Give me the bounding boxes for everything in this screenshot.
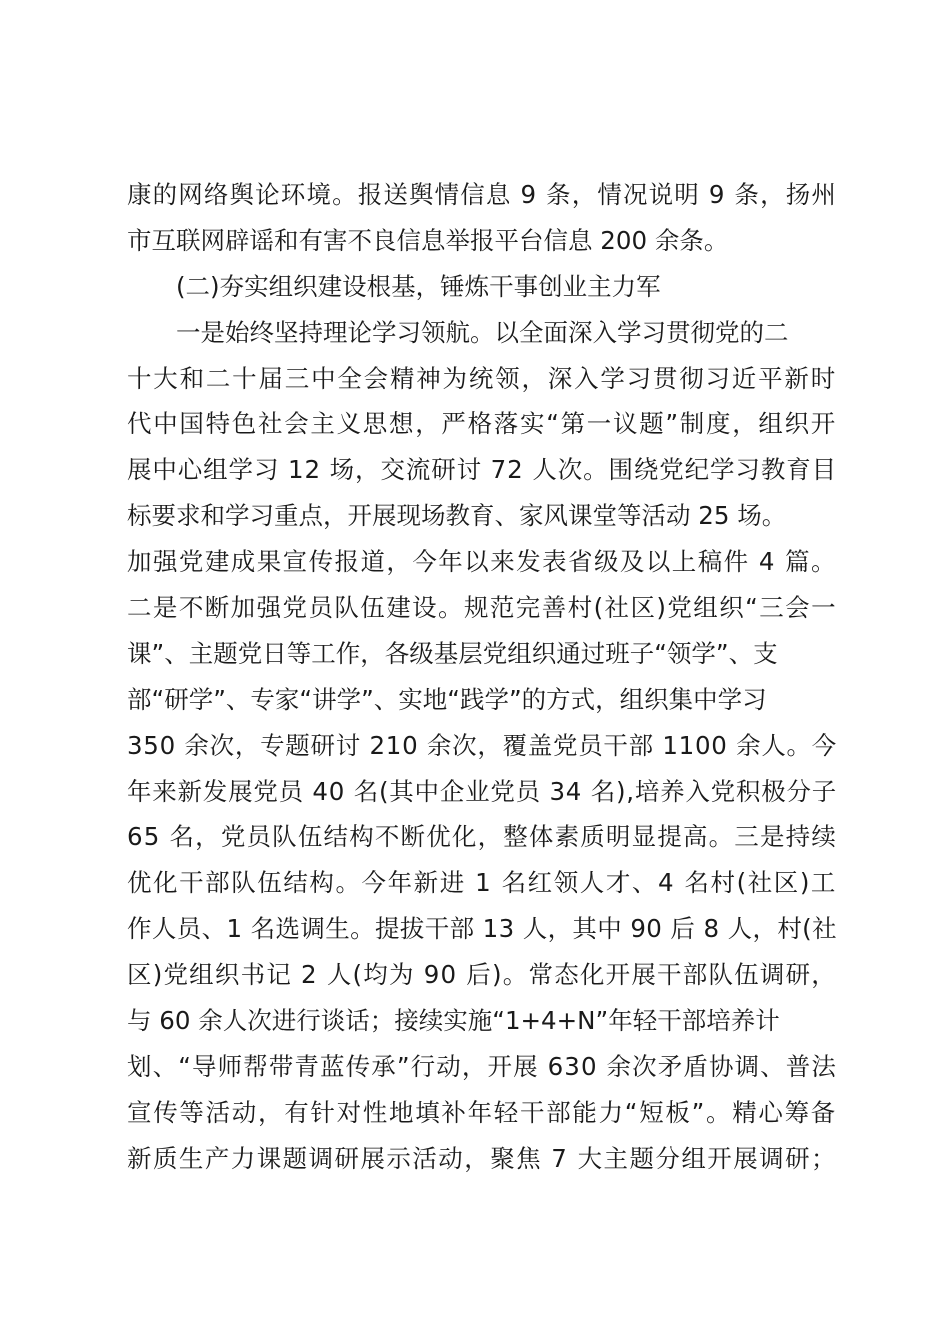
- document-body: [127, 172, 837, 1182]
- text-line: 展中心组学习 12 场，交流研讨 72 人次。围绕党纪学习教育目: [127, 455, 837, 485]
- section-heading: (二)夯实组织建设根基，锤炼干事创业主力军: [176, 271, 661, 301]
- text-line: 十大和二十届三中全会精神为统领，深入学习贯彻习近平新时: [127, 363, 837, 393]
- text-line: 市互联网辟谣和有害不良信息举报平台信息 200 余条。: [127, 225, 729, 255]
- text-line: 标要求和学习重点，开展现场教育、家风课堂等活动 25 场。: [127, 501, 787, 531]
- text-line: 作人员、1 名选调生。提拔干部 13 人，其中 90 后 8 人，村(社: [127, 914, 837, 944]
- text-line: 二是不断加强党员队伍建设。规范完善村(社区)党组织“三会一: [127, 593, 837, 623]
- text-line: 代中国特色社会主义思想，严格落实“第一议题”制度，组织开: [127, 409, 837, 439]
- text-line: 65 名，党员队伍结构不断优化，整体素质明显提高。三是持续: [127, 822, 837, 852]
- text-line: 宣传等活动，有针对性地填补年轻干部能力“短板”。精心筹备: [127, 1097, 837, 1127]
- text-line: 划、“导师帮带青蓝传承”行动，开展 630 余次矛盾协调、普法: [127, 1051, 837, 1081]
- text-line: 康的网络舆论环境。报送舆情信息 9 条，情况说明 9 条，扬州: [127, 180, 837, 209]
- text-line: 与 60 余人次进行谈话；接续实施“1+4+N”年轻干部培养计: [127, 1006, 780, 1036]
- text-line: 年来新发展党员 40 名(其中企业党员 34 名),培养入党积极分子: [127, 776, 837, 806]
- text-line: 区)党组织书记 2 人(均为 90 后)。常态化开展干部队伍调研，: [127, 960, 837, 990]
- text-line: 加强党建成果宣传报道，今年以来发表省级及以上稿件 4 篇。: [127, 547, 837, 577]
- text-line: 优化干部队伍结构。今年新进 1 名红领人才、4 名村(社区)工: [127, 868, 837, 898]
- paragraph-first-line: 一是始终坚持理论学习领航。以全面深入学习贯彻党的二: [176, 317, 789, 347]
- text-line: 350 余次，专题研讨 210 余次，覆盖党员干部 1100 余人。今: [127, 730, 837, 760]
- text-line: 部“研学”、专家“讲学”、实地“践学”的方式，组织集中学习: [127, 684, 767, 714]
- text-line: 课”、主题党日等工作，各级基层党组织通过班子“领学”、支: [127, 638, 778, 668]
- text-line: 新质生产力课题调研展示活动，聚焦 7 大主题分组开展调研；: [127, 1143, 837, 1173]
